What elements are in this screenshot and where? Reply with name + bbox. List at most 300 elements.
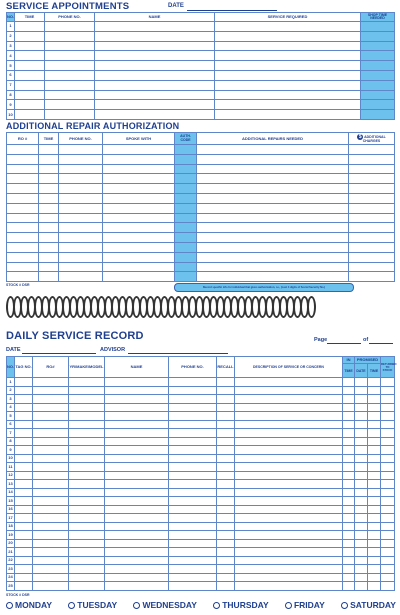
daily-cell[interactable] [355, 463, 368, 472]
repair-cell[interactable] [349, 184, 395, 194]
daily-cell[interactable] [381, 454, 395, 463]
repair-cell[interactable] [7, 184, 39, 194]
daily-cell[interactable] [368, 522, 381, 531]
appointments-cell[interactable] [361, 110, 395, 120]
repair-cell[interactable] [103, 145, 175, 155]
daily-cell[interactable] [169, 522, 217, 531]
daily-cell[interactable] [69, 514, 105, 523]
repair-cell[interactable] [39, 145, 59, 155]
repair-cell[interactable] [59, 223, 103, 233]
repair-cell[interactable] [7, 213, 39, 223]
daily-cell[interactable] [368, 488, 381, 497]
daily-cell[interactable] [69, 480, 105, 489]
repair-cell[interactable] [59, 242, 103, 252]
appointments-cell[interactable] [15, 51, 45, 61]
repair-cell[interactable] [197, 203, 349, 213]
daily-cell[interactable] [217, 471, 235, 480]
daily-cell[interactable] [217, 403, 235, 412]
repair-cell[interactable] [197, 193, 349, 203]
repair-cell[interactable] [39, 272, 59, 282]
repair-cell[interactable] [59, 213, 103, 223]
daily-cell[interactable] [105, 573, 169, 582]
daily-cell[interactable] [105, 497, 169, 506]
daily-cell[interactable] [355, 378, 368, 387]
daily-cell[interactable] [33, 539, 69, 548]
daily-cell[interactable] [105, 437, 169, 446]
daily-cell[interactable] [69, 378, 105, 387]
radio-circle-icon[interactable] [213, 602, 220, 609]
repair-cell[interactable] [349, 154, 395, 164]
repair-cell[interactable] [197, 154, 349, 164]
appointments-cell[interactable] [45, 70, 95, 80]
daily-cell[interactable] [343, 573, 355, 582]
daily-cell[interactable] [368, 437, 381, 446]
repair-cell[interactable] [39, 262, 59, 272]
daily-cell[interactable] [15, 505, 33, 514]
repair-cell[interactable] [59, 262, 103, 272]
daily-cell[interactable] [235, 548, 343, 557]
repair-cell[interactable] [103, 233, 175, 243]
daily-cell[interactable] [235, 480, 343, 489]
daily-cell[interactable] [381, 582, 395, 591]
daily-cell[interactable] [15, 454, 33, 463]
daily-cell[interactable] [15, 582, 33, 591]
repair-cell[interactable] [103, 223, 175, 233]
radio-circle-icon[interactable] [341, 602, 348, 609]
daily-cell[interactable] [217, 437, 235, 446]
daily-cell[interactable] [169, 582, 217, 591]
repair-cell[interactable] [59, 164, 103, 174]
daily-cell[interactable] [355, 497, 368, 506]
daily-cell[interactable] [33, 548, 69, 557]
daily-cell[interactable] [105, 386, 169, 395]
repair-cell[interactable] [59, 184, 103, 194]
daily-cell[interactable] [15, 386, 33, 395]
daily-cell[interactable] [105, 539, 169, 548]
daily-cell[interactable] [355, 565, 368, 574]
daily-cell[interactable] [105, 505, 169, 514]
daily-cell[interactable] [355, 446, 368, 455]
daily-cell[interactable] [235, 454, 343, 463]
repair-cell[interactable] [175, 223, 197, 233]
repair-cell[interactable] [103, 252, 175, 262]
daily-cell[interactable] [15, 556, 33, 565]
daily-cell[interactable] [69, 565, 105, 574]
daily-cell[interactable] [343, 514, 355, 523]
daily-cell[interactable] [368, 403, 381, 412]
radio-circle-icon[interactable] [133, 602, 140, 609]
daily-cell[interactable] [169, 378, 217, 387]
repair-cell[interactable] [349, 272, 395, 282]
daily-cell[interactable] [368, 505, 381, 514]
daily-cell[interactable] [169, 386, 217, 395]
daily-cell[interactable] [105, 582, 169, 591]
daily-cell[interactable] [69, 429, 105, 438]
repair-cell[interactable] [39, 203, 59, 213]
daily-cell[interactable] [368, 480, 381, 489]
daily-cell[interactable] [169, 573, 217, 582]
daily-cell[interactable] [381, 437, 395, 446]
appointments-cell[interactable] [45, 41, 95, 51]
appointments-cell[interactable] [45, 22, 95, 32]
daily-cell[interactable] [15, 437, 33, 446]
repair-cell[interactable] [349, 203, 395, 213]
repair-cell[interactable] [7, 242, 39, 252]
daily-cell[interactable] [235, 420, 343, 429]
daily-cell[interactable] [235, 437, 343, 446]
daily-cell[interactable] [355, 582, 368, 591]
daily-cell[interactable] [381, 386, 395, 395]
daily-cell[interactable] [381, 378, 395, 387]
daily-cell[interactable] [381, 565, 395, 574]
daily-cell[interactable] [105, 420, 169, 429]
daily-cell[interactable] [343, 488, 355, 497]
daily-cell[interactable] [355, 522, 368, 531]
appointments-cell[interactable] [95, 41, 215, 51]
appointments-cell[interactable] [45, 31, 95, 41]
repair-cell[interactable] [39, 233, 59, 243]
repair-cell[interactable] [175, 174, 197, 184]
daily-cell[interactable] [343, 548, 355, 557]
daily-cell[interactable] [69, 420, 105, 429]
daily-cell[interactable] [105, 378, 169, 387]
appointments-cell[interactable] [361, 100, 395, 110]
appointments-cell[interactable] [215, 22, 361, 32]
daily-cell[interactable] [343, 556, 355, 565]
daily-cell[interactable] [69, 497, 105, 506]
daily-cell[interactable] [235, 565, 343, 574]
daily-cell[interactable] [381, 497, 395, 506]
daily-cell[interactable] [169, 437, 217, 446]
appointments-cell[interactable] [95, 51, 215, 61]
repair-cell[interactable] [59, 193, 103, 203]
daily-cell[interactable] [69, 446, 105, 455]
repair-cell[interactable] [59, 203, 103, 213]
daily-cell[interactable] [235, 539, 343, 548]
appointments-cell[interactable] [45, 110, 95, 120]
daily-cell[interactable] [343, 437, 355, 446]
daily-cell[interactable] [69, 463, 105, 472]
daily-cell[interactable] [343, 429, 355, 438]
daily-cell[interactable] [355, 429, 368, 438]
daily-cell[interactable] [169, 420, 217, 429]
repair-cell[interactable] [7, 233, 39, 243]
appointments-cell[interactable] [15, 100, 45, 110]
daily-cell[interactable] [235, 471, 343, 480]
daily-cell[interactable] [105, 514, 169, 523]
daily-cell[interactable] [33, 378, 69, 387]
daily-cell[interactable] [368, 429, 381, 438]
daily-cell[interactable] [381, 480, 395, 489]
daily-cell[interactable] [33, 565, 69, 574]
daily-cell[interactable] [368, 514, 381, 523]
daily-cell[interactable] [217, 573, 235, 582]
daily-cell[interactable] [33, 412, 69, 421]
daily-advisor-field[interactable] [128, 353, 228, 354]
appointments-date-field[interactable] [187, 10, 277, 11]
daily-cell[interactable] [217, 412, 235, 421]
daily-cell[interactable] [343, 497, 355, 506]
repair-cell[interactable] [39, 174, 59, 184]
daily-cell[interactable] [169, 505, 217, 514]
daily-cell[interactable] [169, 531, 217, 540]
daily-date-field[interactable] [22, 353, 96, 354]
daily-cell[interactable] [235, 522, 343, 531]
daily-cell[interactable] [169, 429, 217, 438]
repair-cell[interactable] [175, 213, 197, 223]
daily-cell[interactable] [33, 531, 69, 540]
daily-page-field[interactable] [327, 343, 361, 344]
appointments-cell[interactable] [215, 100, 361, 110]
daily-cell[interactable] [169, 539, 217, 548]
daily-cell[interactable] [69, 539, 105, 548]
daily-cell[interactable] [355, 556, 368, 565]
daily-cell[interactable] [217, 548, 235, 557]
daily-cell[interactable] [355, 488, 368, 497]
daily-cell[interactable] [343, 522, 355, 531]
daily-cell[interactable] [343, 582, 355, 591]
repair-cell[interactable] [175, 252, 197, 262]
daily-cell[interactable] [33, 497, 69, 506]
daily-cell[interactable] [368, 454, 381, 463]
daily-cell[interactable] [33, 395, 69, 404]
repair-cell[interactable] [175, 272, 197, 282]
appointments-cell[interactable] [361, 51, 395, 61]
appointments-cell[interactable] [361, 41, 395, 51]
repair-cell[interactable] [197, 233, 349, 243]
daily-cell[interactable] [69, 403, 105, 412]
daily-cell[interactable] [235, 395, 343, 404]
daily-cell[interactable] [217, 420, 235, 429]
daily-cell[interactable] [105, 488, 169, 497]
daily-cell[interactable] [368, 573, 381, 582]
daily-cell[interactable] [381, 522, 395, 531]
day-option[interactable] [133, 600, 196, 610]
repair-cell[interactable] [59, 272, 103, 282]
repair-cell[interactable] [39, 223, 59, 233]
daily-cell[interactable] [381, 429, 395, 438]
daily-cell[interactable] [217, 582, 235, 591]
daily-cell[interactable] [15, 446, 33, 455]
daily-cell[interactable] [15, 514, 33, 523]
repair-cell[interactable] [197, 223, 349, 233]
daily-cell[interactable] [69, 505, 105, 514]
appointments-cell[interactable] [95, 110, 215, 120]
repair-cell[interactable] [349, 252, 395, 262]
daily-cell[interactable] [355, 412, 368, 421]
daily-cell[interactable] [105, 412, 169, 421]
repair-cell[interactable] [349, 145, 395, 155]
repair-cell[interactable] [175, 184, 197, 194]
daily-cell[interactable] [368, 497, 381, 506]
appointments-cell[interactable] [361, 22, 395, 32]
appointments-cell[interactable] [95, 90, 215, 100]
repair-cell[interactable] [7, 193, 39, 203]
daily-cell[interactable] [355, 471, 368, 480]
daily-cell[interactable] [33, 420, 69, 429]
daily-cell[interactable] [217, 556, 235, 565]
appointments-cell[interactable] [361, 61, 395, 71]
day-option[interactable] [6, 600, 52, 610]
appointments-cell[interactable] [95, 31, 215, 41]
daily-cell[interactable] [169, 463, 217, 472]
daily-cell[interactable] [235, 386, 343, 395]
repair-cell[interactable] [103, 184, 175, 194]
daily-cell[interactable] [33, 386, 69, 395]
daily-cell[interactable] [381, 531, 395, 540]
repair-cell[interactable] [39, 193, 59, 203]
daily-cell[interactable] [169, 412, 217, 421]
appointments-cell[interactable] [215, 70, 361, 80]
daily-cell[interactable] [69, 556, 105, 565]
daily-cell[interactable] [169, 480, 217, 489]
daily-cell[interactable] [368, 556, 381, 565]
daily-cell[interactable] [217, 505, 235, 514]
daily-cell[interactable] [15, 395, 33, 404]
daily-cell[interactable] [217, 488, 235, 497]
daily-cell[interactable] [217, 446, 235, 455]
daily-cell[interactable] [217, 395, 235, 404]
day-option[interactable] [213, 600, 268, 610]
repair-cell[interactable] [197, 164, 349, 174]
appointments-cell[interactable] [215, 90, 361, 100]
daily-cell[interactable] [381, 573, 395, 582]
daily-cell[interactable] [169, 446, 217, 455]
daily-cell[interactable] [33, 573, 69, 582]
daily-cell[interactable] [381, 403, 395, 412]
repair-cell[interactable] [175, 203, 197, 213]
daily-cell[interactable] [368, 531, 381, 540]
repair-cell[interactable] [7, 262, 39, 272]
appointments-cell[interactable] [15, 70, 45, 80]
daily-cell[interactable] [381, 420, 395, 429]
repair-cell[interactable] [197, 145, 349, 155]
daily-cell[interactable] [381, 412, 395, 421]
appointments-cell[interactable] [15, 31, 45, 41]
repair-cell[interactable] [59, 174, 103, 184]
daily-cell[interactable] [343, 565, 355, 574]
repair-cell[interactable] [103, 164, 175, 174]
repair-cell[interactable] [175, 154, 197, 164]
repair-cell[interactable] [349, 233, 395, 243]
daily-cell[interactable] [368, 378, 381, 387]
daily-cell[interactable] [381, 395, 395, 404]
repair-cell[interactable] [103, 193, 175, 203]
repair-cell[interactable] [103, 174, 175, 184]
daily-cell[interactable] [355, 505, 368, 514]
appointments-cell[interactable] [15, 61, 45, 71]
appointments-cell[interactable] [361, 90, 395, 100]
repair-cell[interactable] [197, 213, 349, 223]
appointments-cell[interactable] [15, 110, 45, 120]
daily-cell[interactable] [33, 488, 69, 497]
day-option[interactable] [285, 600, 325, 610]
daily-cell[interactable] [381, 505, 395, 514]
appointments-cell[interactable] [215, 80, 361, 90]
repair-cell[interactable] [7, 154, 39, 164]
daily-cell[interactable] [169, 548, 217, 557]
repair-cell[interactable] [7, 203, 39, 213]
repair-cell[interactable] [39, 164, 59, 174]
daily-cell[interactable] [368, 548, 381, 557]
daily-cell[interactable] [368, 582, 381, 591]
appointments-cell[interactable] [45, 80, 95, 90]
daily-cell[interactable] [235, 488, 343, 497]
daily-cell[interactable] [69, 522, 105, 531]
daily-cell[interactable] [33, 582, 69, 591]
daily-cell[interactable] [355, 386, 368, 395]
daily-cell[interactable] [368, 446, 381, 455]
daily-cell[interactable] [381, 539, 395, 548]
daily-cell[interactable] [368, 420, 381, 429]
daily-cell[interactable] [105, 548, 169, 557]
daily-cell[interactable] [33, 437, 69, 446]
daily-cell[interactable] [69, 573, 105, 582]
repair-cell[interactable] [349, 164, 395, 174]
daily-cell[interactable] [15, 463, 33, 472]
daily-cell[interactable] [217, 454, 235, 463]
daily-cell[interactable] [217, 514, 235, 523]
repair-cell[interactable] [103, 154, 175, 164]
daily-cell[interactable] [69, 488, 105, 497]
daily-cell[interactable] [343, 386, 355, 395]
appointments-cell[interactable] [215, 31, 361, 41]
daily-cell[interactable] [355, 548, 368, 557]
daily-cell[interactable] [235, 378, 343, 387]
daily-cell[interactable] [368, 412, 381, 421]
appointments-cell[interactable] [15, 22, 45, 32]
daily-cell[interactable] [368, 463, 381, 472]
repair-cell[interactable] [175, 242, 197, 252]
appointments-cell[interactable] [215, 41, 361, 51]
daily-cell[interactable] [343, 395, 355, 404]
daily-cell[interactable] [381, 556, 395, 565]
repair-cell[interactable] [7, 174, 39, 184]
daily-cell[interactable] [217, 480, 235, 489]
appointments-cell[interactable] [45, 90, 95, 100]
repair-cell[interactable] [349, 262, 395, 272]
repair-cell[interactable] [7, 145, 39, 155]
daily-cell[interactable] [368, 539, 381, 548]
daily-cell[interactable] [343, 454, 355, 463]
daily-cell[interactable] [355, 395, 368, 404]
daily-cell[interactable] [355, 531, 368, 540]
daily-cell[interactable] [33, 556, 69, 565]
daily-cell[interactable] [343, 471, 355, 480]
daily-cell[interactable] [381, 463, 395, 472]
daily-cell[interactable] [235, 556, 343, 565]
daily-cell[interactable] [368, 386, 381, 395]
daily-cell[interactable] [169, 497, 217, 506]
daily-cell[interactable] [69, 548, 105, 557]
daily-cell[interactable] [343, 531, 355, 540]
daily-cell[interactable] [15, 420, 33, 429]
repair-cell[interactable] [39, 213, 59, 223]
daily-cell[interactable] [355, 514, 368, 523]
daily-cell[interactable] [105, 531, 169, 540]
repair-cell[interactable] [103, 272, 175, 282]
repair-cell[interactable] [39, 154, 59, 164]
daily-cell[interactable] [235, 463, 343, 472]
day-option[interactable] [341, 600, 396, 610]
radio-circle-icon[interactable] [68, 602, 75, 609]
daily-cell[interactable] [33, 505, 69, 514]
daily-cell[interactable] [15, 412, 33, 421]
daily-cell[interactable] [343, 446, 355, 455]
daily-cell[interactable] [169, 403, 217, 412]
repair-cell[interactable] [197, 184, 349, 194]
repair-cell[interactable] [59, 252, 103, 262]
